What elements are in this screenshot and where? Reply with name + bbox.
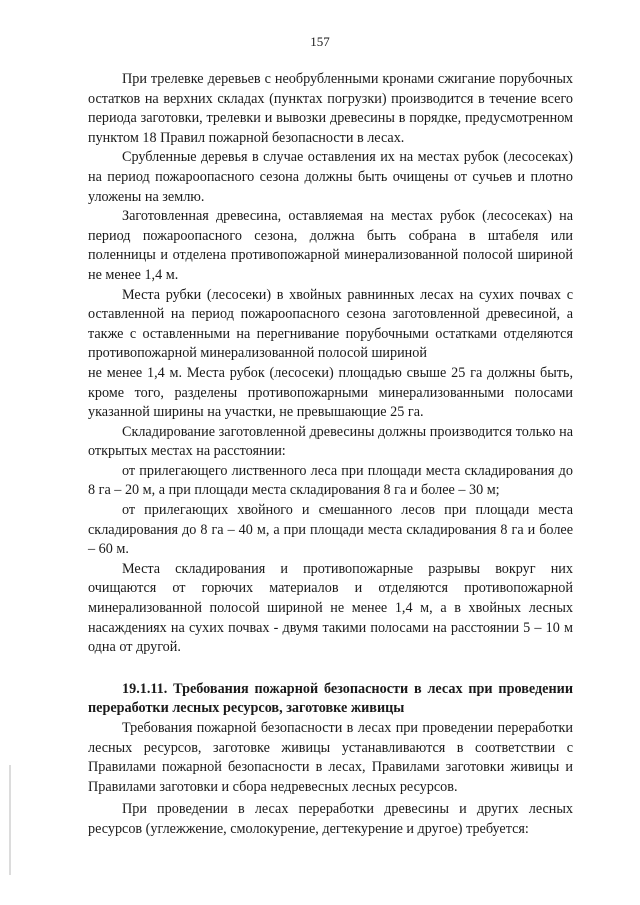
paragraph-cutting-areas-continued: не менее 1,4 м. Места рубок (лесосеки) площадью свыше 25 га должны быть, кроме того, разделены противопожарными минерализованными полосами указанной ширины на участки, не превышающие 25 га. (88, 364, 573, 421)
paragraph-section-processing: При проведении в лесах переработки древесины и других лесных ресурсов (углежжение, смолокурение, дегтекурение и другое) требуется: (88, 801, 573, 837)
paragraph-harvested-wood: Заготовленная древесина, оставляемая на местах рубок (лесосеках) на период пожароопасного сезона, должна быть собрана в штабеля или поленницы и отделена противопожарной минерализованной полосой шириной не менее 1,4 м. (88, 208, 573, 283)
document-body (88, 70, 573, 840)
paragraph-storage-clearing: Места складирования и противопожарные разрывы вокруг них очищаются от горючих материалов и отделяются противопожарной минерализованной полосой шириной не менее 1,4 м, а в хвойных лесных насаждениях на сухих почвах - двумя такими полосами на расстоянии 5 – 10 м одна от другой. (88, 560, 573, 656)
section-heading: 19.1.11. Требования пожарной безопасности в лесах при проведении переработки лесных ресурсов, заготовке живицы (88, 680, 573, 717)
paragraph-cutting-areas: Места рубки (лесосеки) в хвойных равнинных лесах на сухих почвах с оставленной на период пожароопасного сезона заготовленной древесиной, а также с оставленными на перегнивание порубочными остатками отделяются противопожарной минерализованной полосой шириной (88, 286, 573, 362)
paragraph-storage-distance: Складирование заготовленной древесины должны производится только на открытых местах на расстоянии: (88, 423, 573, 460)
paragraph-felled-trees: Срубленные деревья в случае оставления их на местах рубок (лесосеках) на период пожароопасного сезона должны быть очищены от сучьев и плотно уложены на землю. (88, 149, 573, 205)
scan-margin-mark (9, 765, 11, 875)
paragraph-branch-burning: При трелевке деревьев с необрубленными кронами сжигание порубочных остатков на верхних складах (пунктах погрузки) производится в течение всего периода заготовки, трелевки и вывозки древесины в порядке, предусмотренном пунктом 18 Правил пожарной безопасности в лесах. (88, 71, 573, 146)
page-number: 157 (310, 34, 330, 49)
paragraph-deciduous-forest: от прилегающего лиственного леса при площади места складирования до 8 га – 20 м, а при площади места складирования 8 га и более – 30 м; (88, 462, 573, 499)
paragraph-coniferous-forest: от прилегающих хвойного и смешанного лесов при площади места складирования до 8 га – 40 м, а при площади места складирования 8 га и более – 60 м. (88, 502, 573, 558)
paragraph-section-requirements: Требования пожарной безопасности в лесах при проведении переработки лесных ресурсов, заготовке живицы устанавливаются в соответствии с Правилами пожарной безопасности в лесах, Правилами заготовки живицы и Правилами заготовки и сбора недревесных лесных ресурсов. (88, 720, 573, 795)
